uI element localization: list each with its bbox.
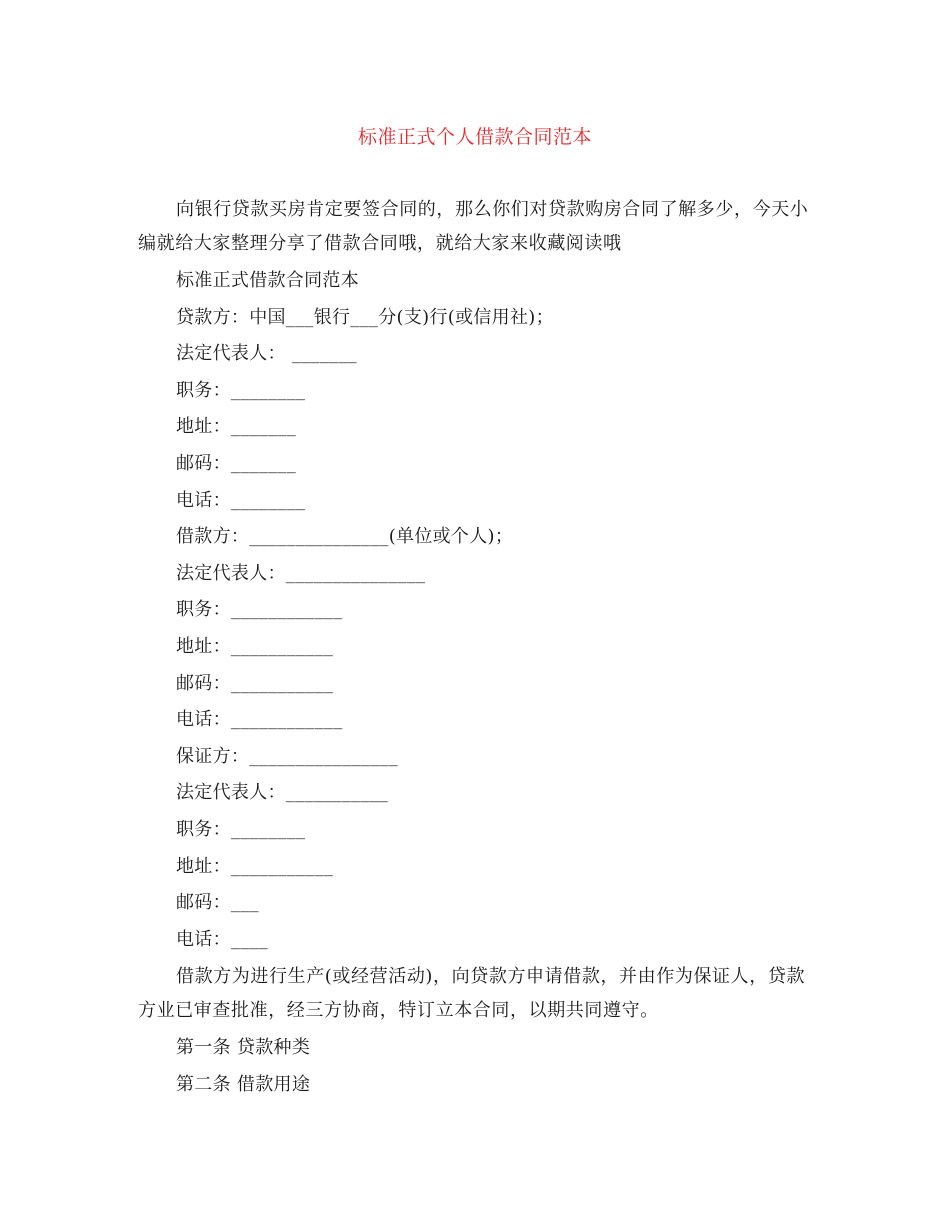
borrower-postcode-line: 邮码：___________ xyxy=(176,672,334,694)
lender-position-line: 职务：________ xyxy=(176,379,306,401)
guarantor-line: 保证方：________________ xyxy=(176,745,398,767)
lender-address-line: 地址：_______ xyxy=(176,416,296,438)
borrower-line: 借款方：_______________(单位或个人)； xyxy=(176,526,514,548)
borrower-legal-rep-line: 法定代表人：_______________ xyxy=(176,562,426,584)
document-title: 标准正式个人借款合同范本 xyxy=(357,126,592,148)
lender-phone-line: 电话：________ xyxy=(176,489,306,511)
lender-line: 贷款方：中国___银行___分(支)行(或信用社)； xyxy=(176,306,554,328)
borrower-address-line: 地址：___________ xyxy=(176,635,334,657)
guarantor-postcode-line: 邮码：___ xyxy=(176,892,259,914)
guarantor-legal-rep-line: 法定代表人：___________ xyxy=(176,782,389,804)
contract-heading: 标准正式借款合同范本 xyxy=(176,270,359,291)
lender-postcode-line: 邮码：_______ xyxy=(176,452,296,474)
guarantor-phone-line: 电话：____ xyxy=(176,928,269,950)
intro-paragraph: 向银行贷款买房肯定要签合同的，那么你们对贷款购房合同了解多少，今天小编就给大家整理分享了借款合同哦，就给大家来收藏阅读哦 xyxy=(138,199,809,254)
document-body xyxy=(138,193,814,1103)
article-2: 第二条 借款用途 xyxy=(176,1073,311,1095)
agreement-paragraph: 借款方为进行生产(或经营活动)，向贷款方申请借款，并由作为保证人，贷款方业已审查批准，经三方协商，特订立本合同，以期共同遵守。 xyxy=(138,966,806,1022)
borrower-phone-line: 电话：____________ xyxy=(176,709,343,731)
guarantor-position-line: 职务：________ xyxy=(176,818,306,840)
article-1: 第一条 贷款种类 xyxy=(176,1037,311,1059)
borrower-position-line: 职务：____________ xyxy=(176,599,343,621)
guarantor-address-line: 地址：___________ xyxy=(176,855,334,877)
lender-legal-rep-line: 法定代表人： _______ xyxy=(176,343,357,365)
